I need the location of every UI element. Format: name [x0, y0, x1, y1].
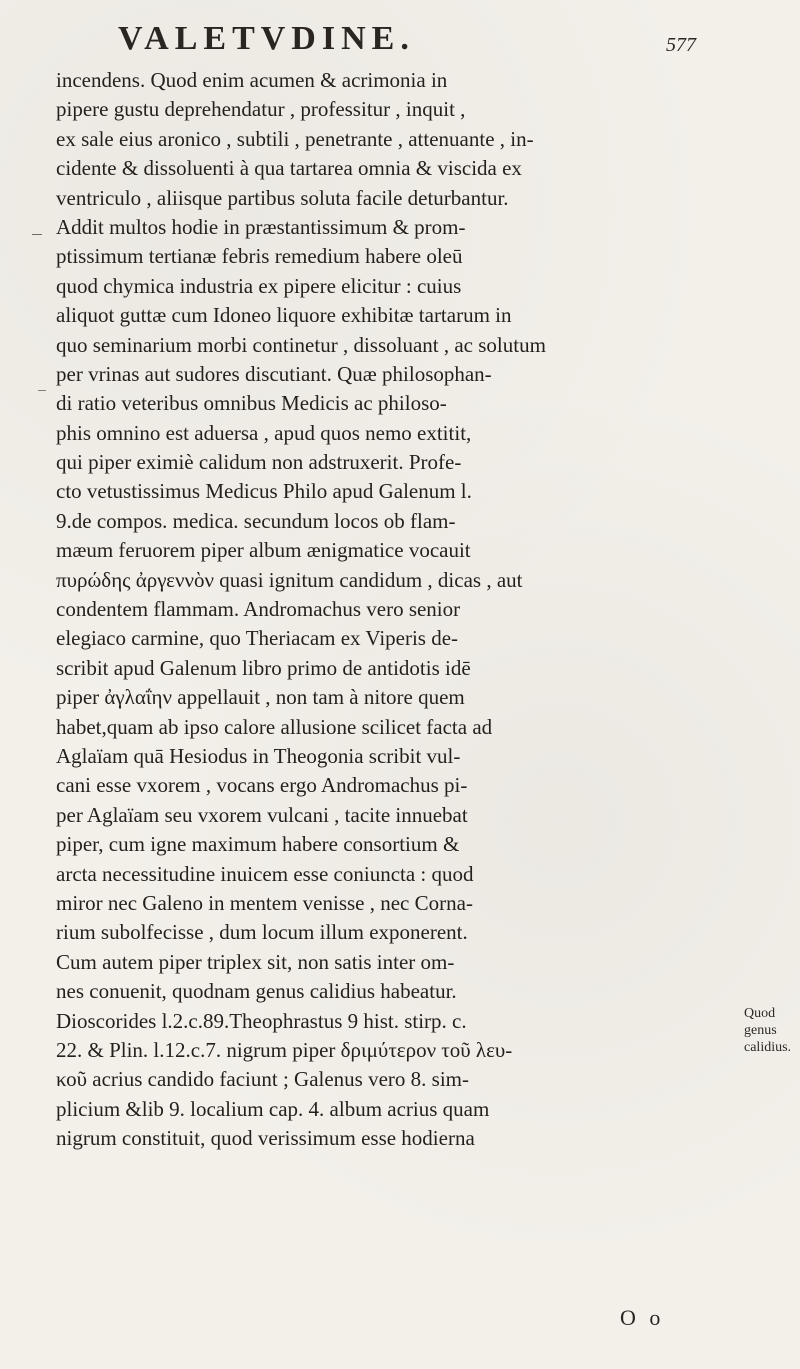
body-text — [56, 66, 732, 1266]
text-line: qui piper eximiè calidum non adstruxerit. Profe- — [56, 450, 462, 475]
text-line: miror nec Galeno in mentem venisse , nec Corna- — [56, 890, 473, 915]
text-line: cto vetustissimus Medicus Philo apud Galenum l. — [56, 479, 472, 504]
text-line: aliquot guttæ cum Idoneo liquore exhibitæ tartarum in — [56, 303, 512, 328]
text-line: phis omnino est aduersa , apud quos nemo extitit, — [56, 420, 472, 445]
text-line: di ratio veteribus omnibus Medicis ac philoso- — [56, 391, 447, 416]
text-line: habet,quam ab ipso calore allusione scilicet facta ad — [56, 714, 493, 739]
text-line: piper, cum igne maximum habere consortium & — [56, 832, 460, 857]
text-line: mæum feruorem piper album ænigmatice vocauit — [56, 538, 471, 563]
text-line: κοῦ acrius candido faciunt ; Galenus vero 8. sim- — [56, 1067, 469, 1092]
margin-note-line: calidius. — [744, 1040, 792, 1055]
text-line: pipere gustu deprehendatur , professitur , inquit , — [56, 97, 466, 122]
text-line: cidente & dissoluenti à qua tartarea omnia & viscida ex — [56, 156, 522, 181]
text-line: 22. & Plin. l.12.c.7. nigrum piper δριμύτερον τοῦ λευ- — [56, 1037, 513, 1062]
text-line: ventriculo , aliisque partibus soluta facile deturbantur. — [56, 185, 509, 210]
text-line: cani esse vxorem , vocans ergo Andromachus pi- — [56, 773, 468, 798]
text-line: Aglaïam quā Hesiodus in Theogonia scribit vul- — [56, 743, 461, 768]
text-line: per vrinas aut sudores discutiant. Quæ philosophan- — [56, 361, 492, 386]
text-line: nigrum constituit, quod verissimum esse hodierna — [56, 1126, 475, 1151]
text-line: arcta necessitudine inuicem esse coniuncta : quod — [56, 861, 474, 886]
text-line: ptissimum tertianæ febris remedium habere oleū — [56, 244, 463, 269]
text-line: Cum autem piper triplex sit, non satis inter om- — [56, 949, 455, 974]
page-header — [0, 14, 800, 62]
text-line: πυρώδης ἀργεννὸν quasi ignitum candidum , dicas , aut — [56, 567, 523, 592]
text-line: Dioscorides l.2.c.89.Theophrastus 9 hist. stirp. c. — [56, 1008, 467, 1033]
text-line: piper ἀγλαΐην appellauit , non tam à nitore quem — [56, 685, 465, 710]
text-line: ex sale eius aronico , subtili , penetrante , attenuante , in- — [56, 126, 534, 151]
signature-mark: O o — [620, 1305, 665, 1330]
running-title: VALETVDINE. — [118, 20, 415, 57]
text-line: elegiaco carmine, quo Theriacam ex Viperis de- — [56, 626, 459, 651]
margin-mark — [38, 390, 46, 391]
text-line: Addit multos hodie in præstantissimum & prom- — [56, 214, 466, 239]
margin-mark — [32, 234, 42, 235]
text-line: per Aglaïam seu vxorem vulcani , tacite innuebat — [56, 802, 468, 827]
margin-note-line: Quod — [744, 1006, 776, 1021]
margin-note — [744, 1005, 796, 1056]
text-line: quo seminarium morbi continetur , dissoluant , ac solutum — [56, 332, 546, 357]
text-line: quod chymica industria ex pipere elicitur : cuius — [56, 273, 462, 298]
text-line: rium subolfecisse , dum locum illum exponerent. — [56, 920, 468, 945]
text-line: nes conuenit, quodnam genus calidius habeatur. — [56, 979, 457, 1004]
margin-note-line: genus — [744, 1023, 777, 1038]
page-number: 577 — [666, 34, 696, 56]
text-line: plicium &lib 9. localium cap. 4. album acrius quam — [56, 1096, 490, 1121]
text-line: scribit apud Galenum libro primo de antidotis idē — [56, 655, 471, 680]
text-line: condentem flammam. Andromachus vero senior — [56, 597, 461, 622]
text-line: 9.de compos. medica. secundum locos ob flam- — [56, 508, 456, 533]
text-line: incendens. Quod enim acumen & acrimonia in — [56, 68, 448, 92]
